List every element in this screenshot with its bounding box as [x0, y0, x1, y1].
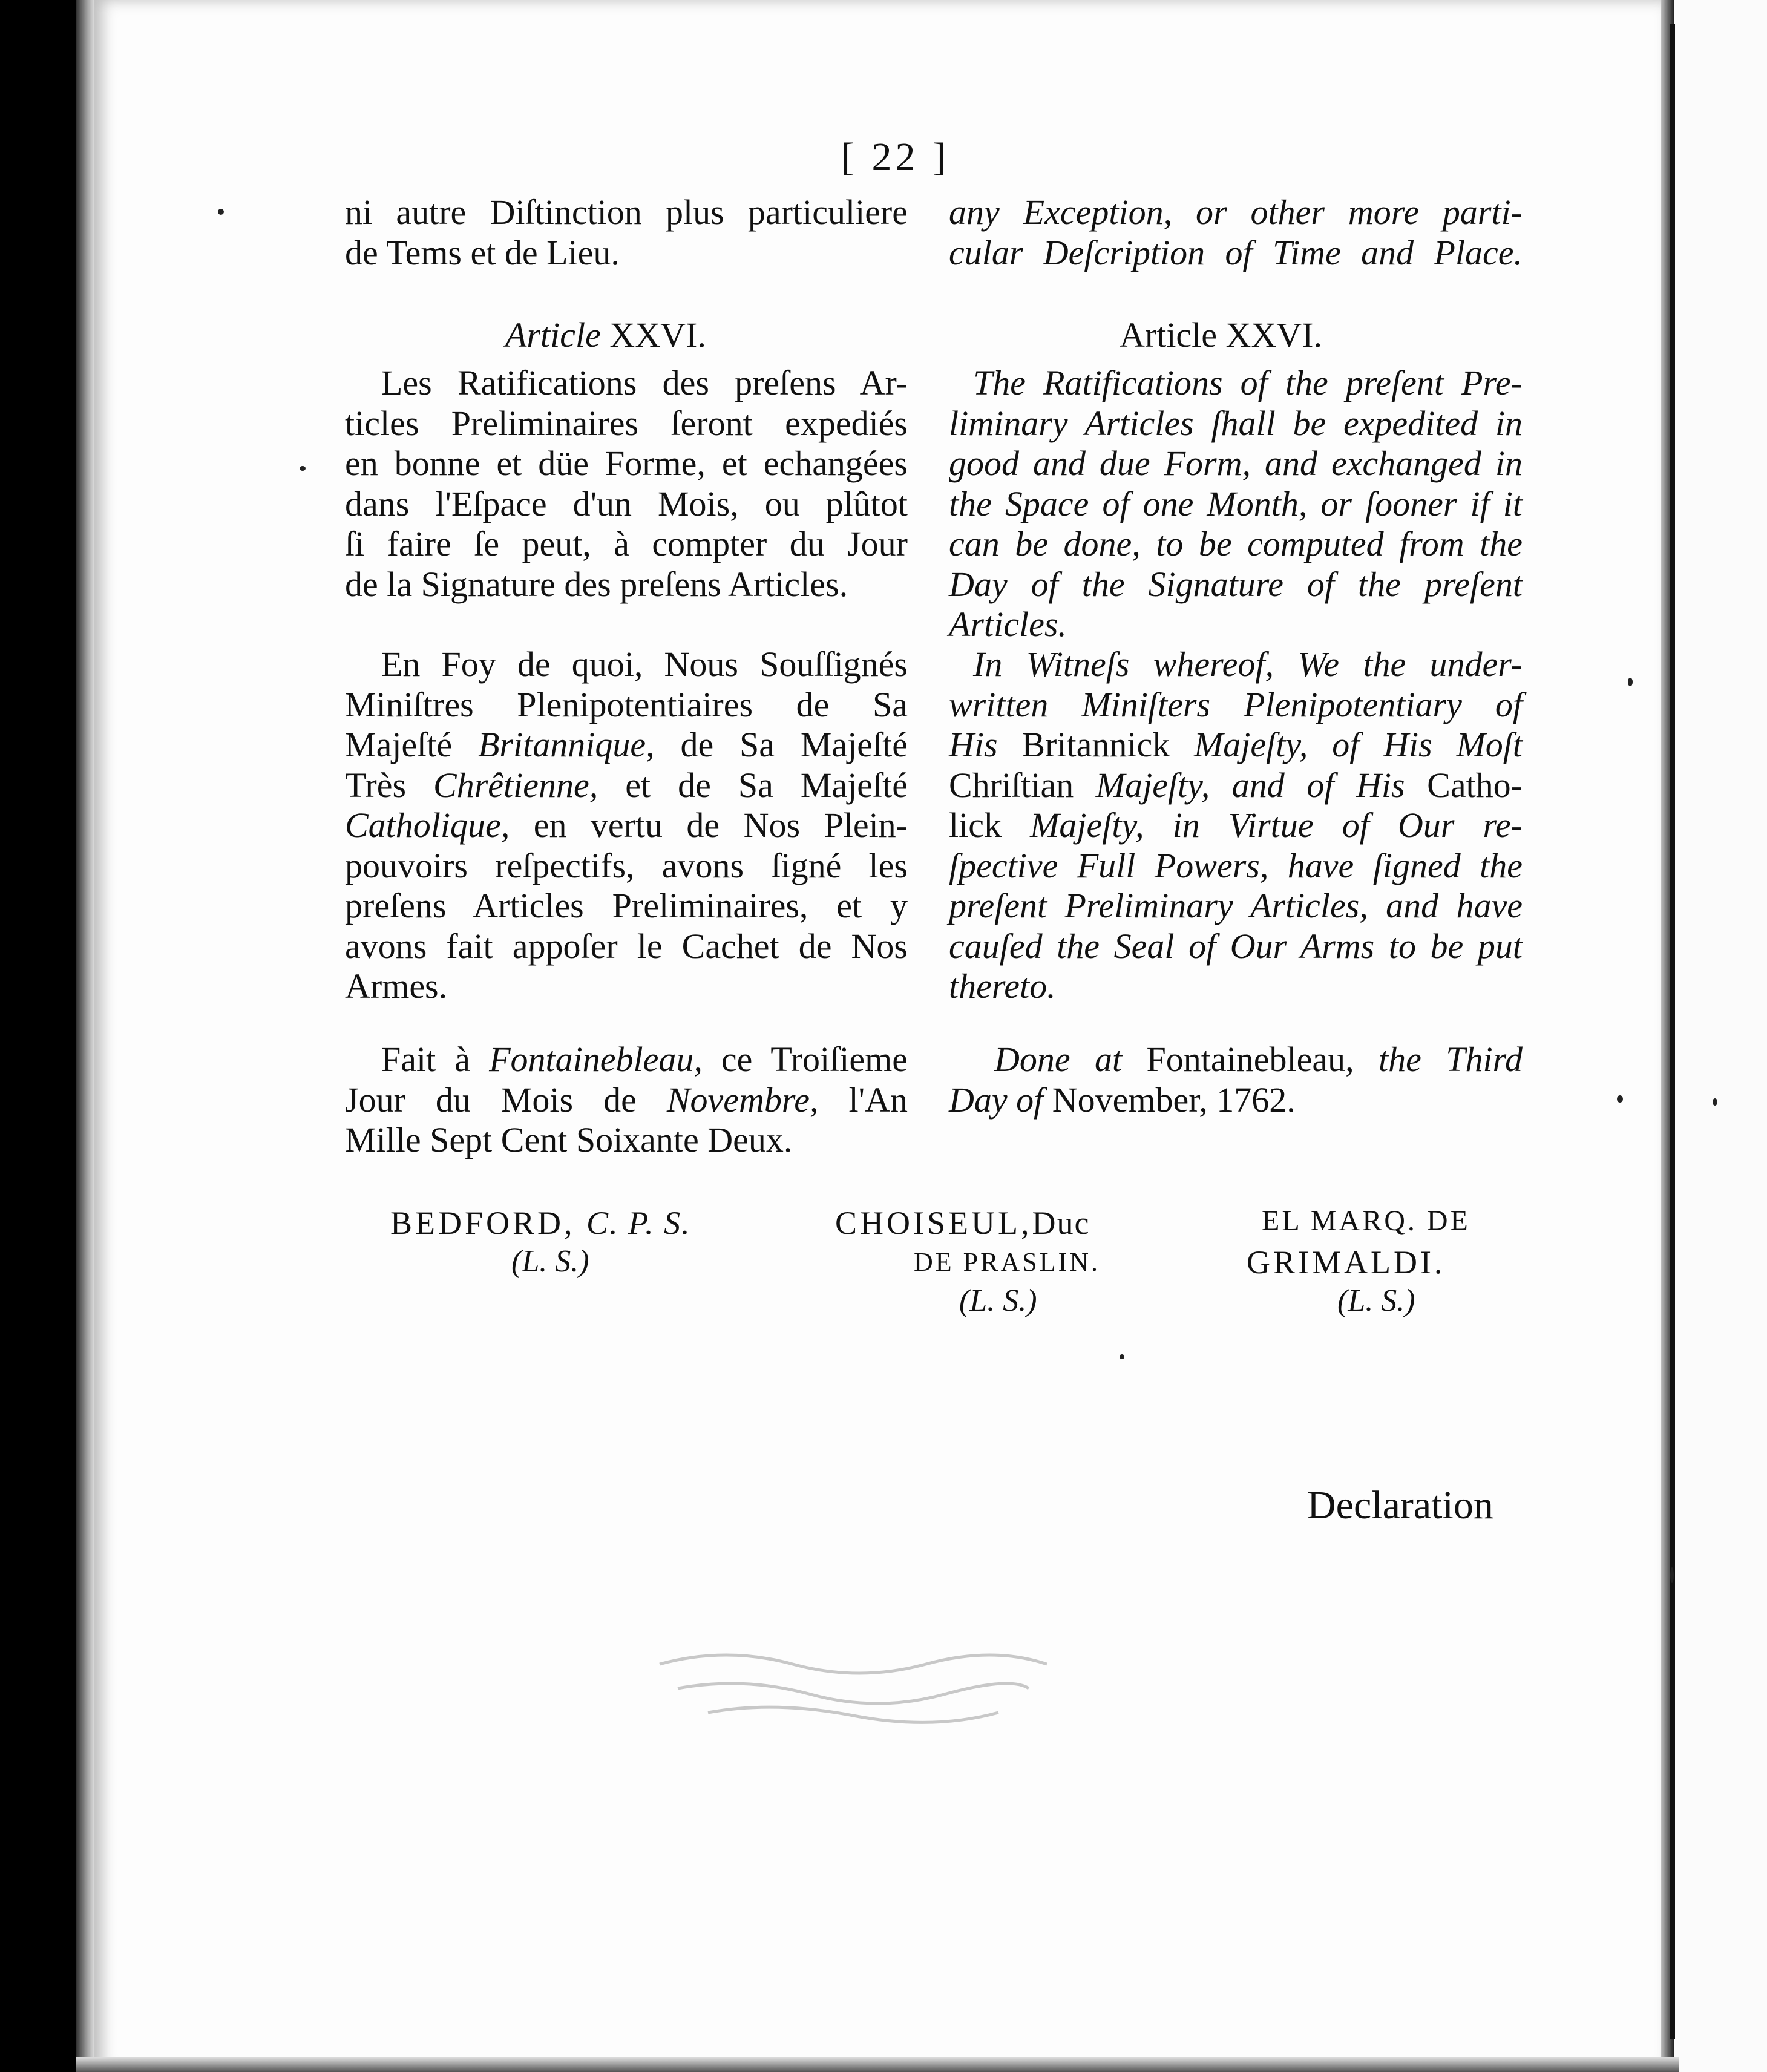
scan-speck [300, 466, 306, 471]
english-line: Day of November, 1762. [949, 1080, 1296, 1120]
french-line: Mille Sept Cent Soixante Deux. [345, 1120, 793, 1159]
english-line: can be done, to be computed from the [949, 524, 1523, 563]
english-line: Done at Fontainebleau, the Third [994, 1040, 1523, 1079]
french-line: Armes. [345, 966, 448, 1006]
catchword: Declaration [1307, 1483, 1493, 1527]
english-line: written Miniſters Plenipotentiary of [949, 684, 1523, 724]
english-line: In Witneſs whereof, We the under- [973, 644, 1523, 684]
page-bottom-shadow [76, 2057, 1679, 2072]
french-article-heading [505, 315, 706, 355]
french-line: Jour du Mois de Novembre, l'An [345, 1080, 908, 1120]
french-article-number: XXVI. [609, 315, 706, 355]
page-number: [ 22 ] [841, 135, 949, 179]
english-line: liminary Articles ſhall be expedited in [949, 403, 1523, 443]
scan-speck [218, 209, 224, 215]
french-line: preſens Articles Preliminaires, et y [345, 886, 908, 925]
french-line: Fait à Fontainebleau, ce Troiſieme [381, 1040, 908, 1079]
french-line: Très Chrêtienne, et de Sa Majeſté [345, 765, 908, 805]
english-line: any Exception, or other more parti- [949, 192, 1523, 232]
signature-bedford: BEDFORD, C. P. S. [390, 1205, 691, 1241]
signature-choiseul: CHOISEUL,Duc [835, 1205, 1090, 1241]
french-line: pouvoirs reſpectifs, avons ſigné les [345, 845, 908, 885]
faint-ornament [654, 1640, 1053, 1731]
facing-page-edge [1674, 0, 1767, 2072]
french-line: Catholique, en vertu de Nos Plein- [345, 805, 908, 845]
english-line: good and due Form, and exchanged in [949, 444, 1523, 483]
english-continuation [949, 192, 1523, 273]
french-done-paragraph [345, 1040, 908, 1161]
signature-grimaldi: GRIMALDI. [1247, 1244, 1446, 1280]
french-line: Miniſtres Plenipotentiaires de Sa [345, 684, 908, 724]
scan-speck [1617, 1095, 1623, 1103]
scan-speck [1628, 678, 1633, 686]
english-line: Chriſtian Majeſty, and of His Catho- [949, 765, 1523, 805]
french-ratification-paragraph [345, 363, 908, 605]
english-line: His Britannick Majeſty, of His Moſt [949, 725, 1523, 764]
english-done-paragraph [949, 1040, 1523, 1120]
english-witness-paragraph [949, 644, 1523, 1007]
book-gutter-left [76, 0, 94, 2072]
english-line: ſpective Full Powers, have ſigned the [949, 845, 1523, 885]
french-line: ticles Preliminaires ſeront expediés [345, 403, 908, 443]
document-page [94, 0, 1661, 2072]
french-line: Majeſté Britannique, de Sa Majeſté [345, 725, 908, 764]
english-line: Articles. [949, 605, 1067, 644]
english-line: The Ratifications of the preſent Pre- [973, 363, 1523, 402]
scan-speck [1120, 1354, 1124, 1359]
english-line: the Space of one Month, or ſooner if it [949, 484, 1523, 523]
signature-grimaldi-title: EL MARQ. DE [1262, 1205, 1470, 1237]
french-line: de Tems et de Lieu. [345, 232, 620, 272]
english-line: thereto. [949, 966, 1056, 1006]
scan-speck [1670, 1567, 1674, 1583]
french-continuation [345, 192, 908, 273]
scan-speck [1713, 1098, 1717, 1106]
english-line: Day of the Signature of the preſent [949, 564, 1523, 604]
seal-choiseul: (L. S.) [959, 1284, 1037, 1318]
english-line: cauſed the Seal of Our Arms to be put [949, 926, 1523, 966]
english-line: cular Deſcription of Time and Place. [949, 232, 1523, 272]
french-witness-paragraph [345, 644, 908, 1007]
english-line: preſent Preliminary Articles, and have [949, 886, 1523, 925]
french-line: dans l'Eſpace d'un Mois, ou plûtot [345, 484, 908, 523]
french-line: ſi faire ſe peut, à compter du Jour [345, 524, 908, 563]
english-ratification-paragraph [949, 363, 1523, 645]
french-line: en bonne et düe Forme, et echangées [345, 444, 908, 483]
seal-grimaldi: (L. S.) [1337, 1284, 1415, 1318]
french-article-word: Article [505, 315, 601, 355]
french-line: de la Signature des preſens Articles. [345, 564, 848, 604]
english-line: lick Majeſty, in Virtue of Our re- [949, 805, 1523, 845]
french-line: ni autre Diſtinction plus particuliere [345, 192, 908, 232]
french-line: En Foy de quoi, Nous Souſſignés [381, 644, 908, 684]
french-line: Les Ratifications des preſens Ar- [381, 363, 908, 402]
signature-praslin: DE PRASLIN. [914, 1247, 1101, 1277]
seal-bedford: (L. S.) [511, 1244, 589, 1279]
french-line: avons fait appoſer le Cachet de Nos [345, 926, 908, 966]
english-article-heading: Article XXVI. [1120, 315, 1323, 355]
facing-page-border [1670, 24, 1675, 2039]
